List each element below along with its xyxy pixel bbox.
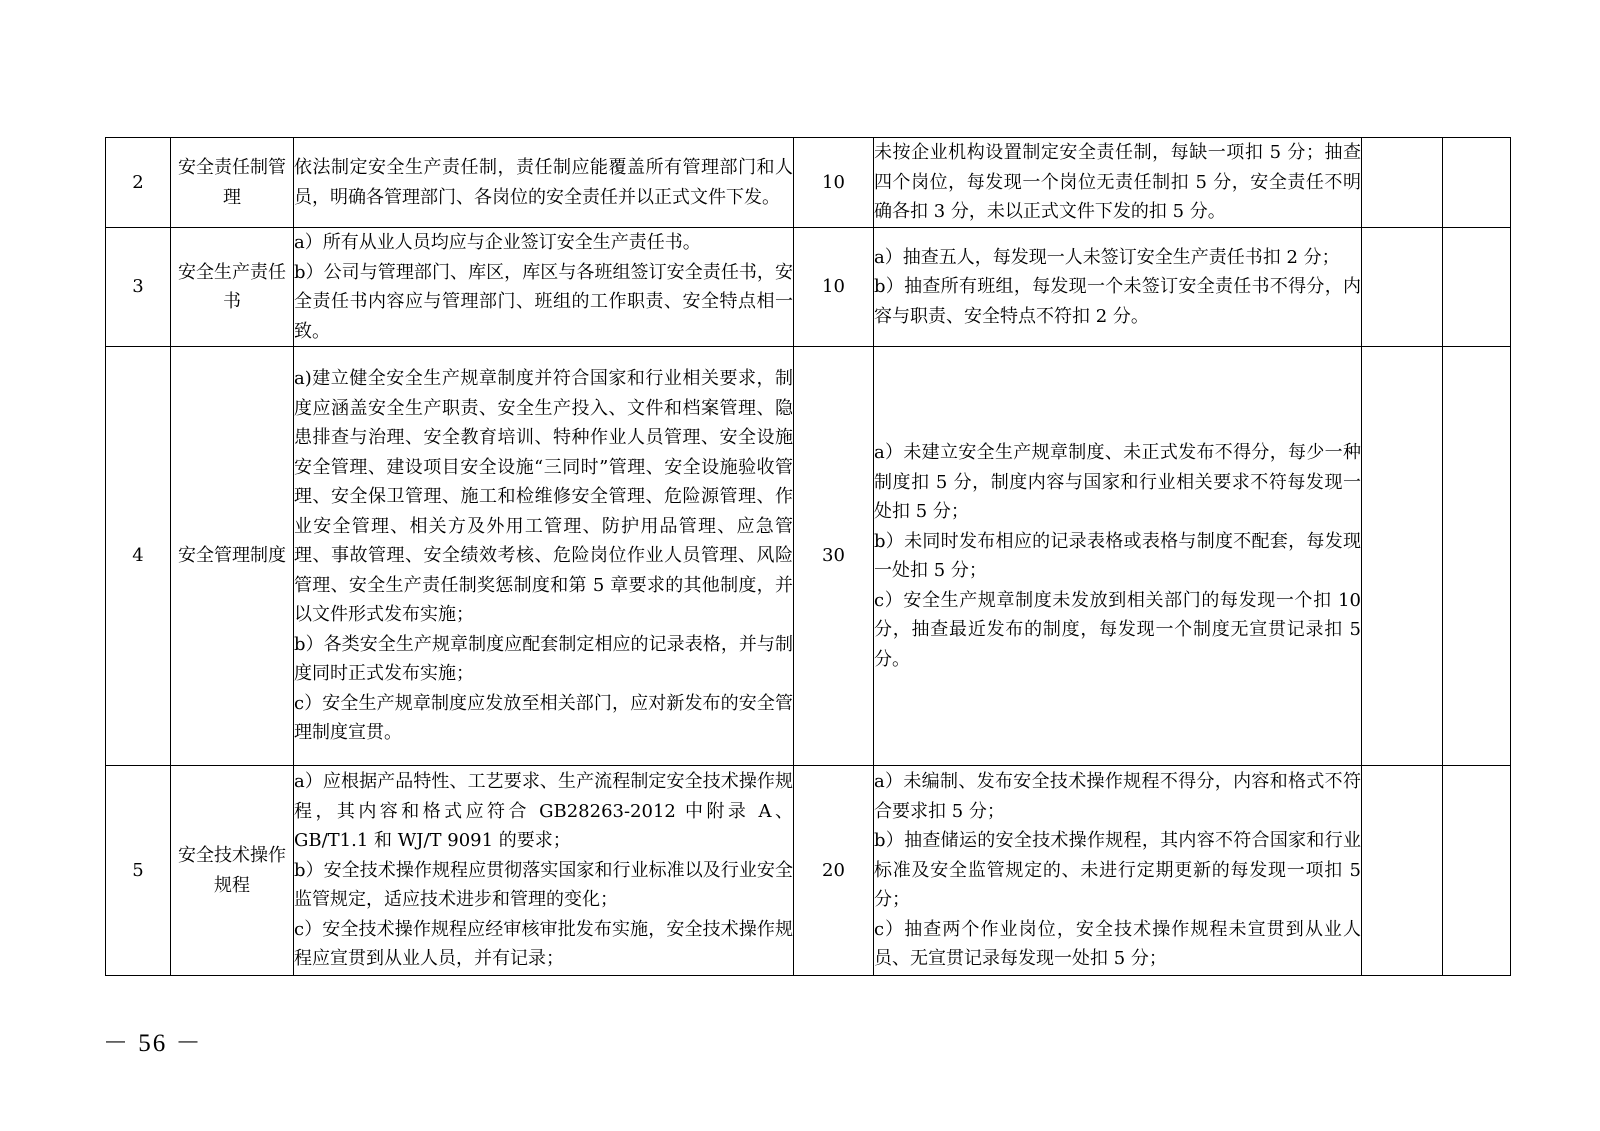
requirements-cell: [294, 228, 794, 347]
blank-cell: [1362, 228, 1443, 347]
method-text: a）未编制、发布安全技术操作规程不得分，内容和格式不符合要求扣 5 分；: [874, 771, 1361, 822]
method-text: c）抽查两个作业岗位，安全技术操作规程未宣贯到从业人员、无宣贯记录每发现一处扣 5 分；: [874, 918, 1361, 970]
requirement-text: b）公司与管理部门、库区，库区与各班组签订安全责任书，安全责任书内容应与管理部门、班组的工作职责、安全特点相一致。: [294, 261, 793, 342]
blank-cell: [1362, 138, 1443, 228]
method-cell: [874, 766, 1362, 976]
table-row: [106, 766, 1511, 976]
row-number: 2: [106, 138, 171, 228]
score-cell: 30: [794, 347, 874, 766]
score-cell: 10: [794, 228, 874, 347]
requirement-text: 依法制定安全生产责任制，责任制应能覆盖所有管理部门和人员，明确各管理部门、各岗位的安全责任并以正式文件下发。: [294, 157, 793, 208]
method-cell: [874, 347, 1362, 766]
row-number: 3: [106, 228, 171, 347]
row-number: 5: [106, 766, 171, 976]
requirement-text: a）应根据产品特性、工艺要求、生产流程制定安全技术操作规程，其内容和格式应符合 GB28263-2012 中附录 A、GB/T1.1 和 WJ/T 9091 的要求；: [294, 771, 793, 852]
requirement-text: b）安全技术操作规程应贯彻落实国家和行业标准以及行业安全监管规定，适应技术进步和管理的变化；: [294, 859, 793, 911]
blank-cell: [1443, 138, 1511, 228]
method-text: 未按企业机构设置制定安全责任制，每缺一项扣 5 分；抽查四个岗位，每发现一个岗位无责任制扣 5 分，安全责任不明确各扣 3 分，未以正式文件下发的扣 5 分。: [874, 142, 1361, 223]
method-text: b）抽查所有班组，每发现一个未签订安全责任书不得分，内容与职责、安全特点不符扣 2 分。: [874, 276, 1361, 327]
method-text: a）未建立安全生产规章制度、未正式发布不得分，每少一种制度扣 5 分，制度内容与国家和行业相关要求不符每发现一处扣 5 分；: [874, 442, 1361, 522]
blank-cell: [1443, 347, 1511, 766]
requirements-cell: [294, 766, 794, 976]
score-cell: 10: [794, 138, 874, 228]
page-number: － 56 －: [103, 1030, 203, 1057]
requirements-cell: [294, 347, 794, 766]
blank-cell: [1443, 766, 1511, 976]
requirement-text: c）安全生产规章制度应发放至相关部门，应对新发布的安全管理制度宣贯。: [294, 692, 793, 744]
item-name: 安全管理制度: [171, 347, 294, 766]
requirements-cell: [294, 138, 794, 228]
table-row: [106, 347, 1511, 766]
item-name: 安全生产责任书: [171, 228, 294, 347]
blank-cell: [1362, 766, 1443, 976]
method-text: b）未同时发布相应的记录表格或表格与制度不配套，每发现一处扣 5 分；: [874, 530, 1361, 581]
table-row: [106, 228, 1511, 347]
requirement-text: a)建立健全安全生产规章制度并符合国家和行业相关要求，制度应涵盖安全生产职责、安全生产投入、文件和档案管理、隐患排查与治理、安全教育培训、特种作业人员管理、安全设施安全管理、建设项目安全设施“三同时”管理、安全设施验收管理、安全保卫管理、施工和检维修安全管理、危险源管理、作业安全管理、相关方及外用工管理、防护用品管理、应急管理、事故管理、安全绩效考核、危险岗位作业人员管理、风险管理、安全生产责任制奖惩制度和第 5 章要求的其他制度，并以文件形式发布实施；: [294, 368, 793, 626]
requirement-text: a）所有从业人员均应与企业签订安全生产责任书。: [294, 232, 701, 253]
method-text: b）抽查储运的安全技术操作规程，其内容不符合国家和行业标准及安全监管规定的、未进行定期更新的每发现一项扣 5 分；: [874, 830, 1361, 911]
method-text: a）抽查五人，每发现一人未签订安全生产责任书扣 2 分；: [874, 246, 1340, 268]
requirement-text: b）各类安全生产规章制度应配套制定相应的记录表格，并与制度同时正式发布实施；: [294, 633, 793, 685]
row-number: 4: [106, 347, 171, 766]
score-cell: 20: [794, 766, 874, 976]
table-row: [106, 138, 1511, 228]
evaluation-table: [105, 137, 1511, 976]
item-name: 安全责任制管理: [171, 138, 294, 228]
blank-cell: [1362, 347, 1443, 766]
method-cell: [874, 228, 1362, 347]
blank-cell: [1443, 228, 1511, 347]
method-text: c）安全生产规章制度未发放到相关部门的每发现一个扣 10 分，抽查最近发布的制度，每发现一个制度无宣贯记录扣 5 分。: [874, 589, 1361, 670]
method-cell: [874, 138, 1362, 228]
item-name: 安全技术操作规程: [171, 766, 294, 976]
requirement-text: c）安全技术操作规程应经审核审批发布实施，安全技术操作规程应宣贯到从业人员，并有记录；: [294, 918, 793, 970]
